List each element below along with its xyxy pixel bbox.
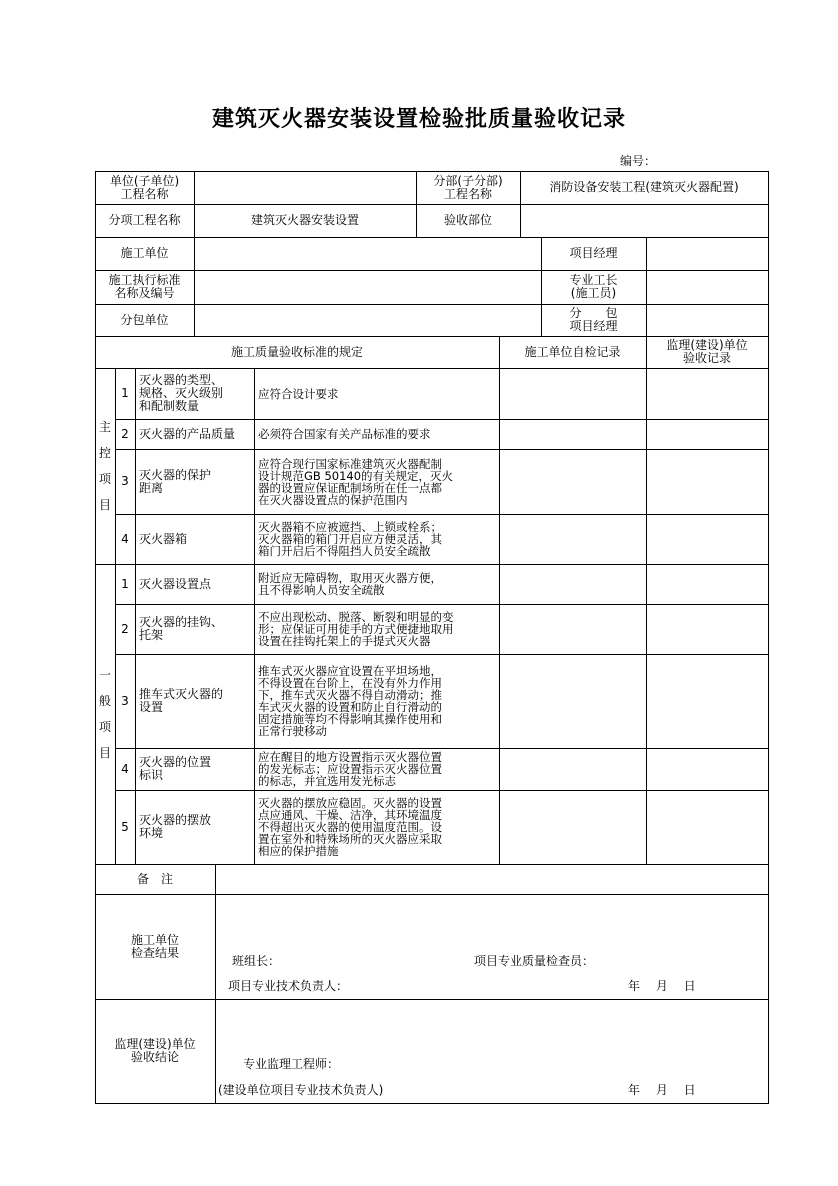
general-item-supervision[interactable] xyxy=(646,564,768,604)
accept-part-label: 验收部位 xyxy=(443,213,492,227)
unit-name-field[interactable] xyxy=(194,171,416,204)
general-item-requirement: 应在醒目的地方设置指示灭火器位置 的发光标志；应设置指示灭火器位置 的标志，并宜选用发光标志 xyxy=(258,750,442,788)
general-item-name: 灭火器的挂钩、 托架 xyxy=(139,615,224,642)
main-control-group-label: 主 控 项 目 xyxy=(98,420,111,512)
supervision-engineer-label: 专业监理工程师： xyxy=(243,1056,340,1071)
remarks-label: 备 注 xyxy=(136,871,173,886)
standard-column-header: 施工质量验收标准的规定 xyxy=(230,344,363,359)
document-title: 建筑灭火器安装设置检验批质量验收记录 xyxy=(211,107,626,132)
main-item-name: 灭火器的产品质量 xyxy=(139,426,236,441)
general-item-requirement: 不应出现松动、脱落、断裂和明显的变 形；应保证可用徒手的方式便捷地取用 设置在挂钩托架上的手提式灭火器 xyxy=(258,610,454,648)
construction-result-label: 施工单位 检查结果 xyxy=(130,932,179,960)
unit-name-label: 单位(子单位) 工程名称 xyxy=(109,173,180,201)
main-item-requirement: 应符合设计要求 xyxy=(258,386,339,401)
pm-field[interactable] xyxy=(646,237,768,270)
sub-pm-field[interactable] xyxy=(646,304,768,336)
quality-inspector-label: 项目专业质量检查员： xyxy=(474,953,595,968)
general-item-requirement: 附近应无障碍物，取用灭火器方便， 且不得影响人员安全疏散 xyxy=(258,571,442,597)
sub-pm-label: 分 包 项目经理 xyxy=(569,306,618,333)
general-item-requirement: 灭火器的摆放应稳固。灭火器的设置 点应通风、干燥、洁净，其环境温度 不得超出灭火器的使用温度范围。设 置在室外和特殊场所的灭火器应采取 相应的保护措施 xyxy=(258,796,442,858)
general-item-self-check[interactable] xyxy=(499,564,646,604)
subcontractor-label: 分包单位 xyxy=(120,312,169,327)
general-item-supervision[interactable] xyxy=(646,790,768,864)
general-item-name: 推车式灭火器的 设置 xyxy=(139,687,224,714)
supervision-date: 年 月 日 xyxy=(628,1082,696,1097)
main-item-supervision[interactable] xyxy=(646,368,768,419)
general-item-name: 灭火器设置点 xyxy=(139,576,212,591)
main-item-supervision[interactable] xyxy=(646,449,768,514)
code-label: 编号： xyxy=(620,154,657,168)
general-item-self-check[interactable] xyxy=(499,604,646,654)
accept-part-field[interactable] xyxy=(520,204,768,237)
general-item-number: 5 xyxy=(121,819,129,834)
team-leader-label: 班组长： xyxy=(232,953,281,968)
main-item-name: 灭火器的类型、 规格、灭火级别 和配制数量 xyxy=(139,373,224,413)
foreman-label: 专业工长 (施工员) xyxy=(569,273,618,300)
general-item-self-check[interactable] xyxy=(499,790,646,864)
tech-lead-label: 项目专业技术负责人： xyxy=(228,978,349,993)
general-item-number: 1 xyxy=(121,576,129,591)
constructor-label: 施工单位 xyxy=(120,246,169,260)
item-name-value: 建筑灭火器安装设置 xyxy=(250,213,359,227)
general-item-number: 2 xyxy=(121,621,129,636)
main-item-self-check[interactable] xyxy=(499,368,646,419)
item-name-label: 分项工程名称 xyxy=(108,213,181,227)
general-item-supervision[interactable] xyxy=(646,604,768,654)
foreman-field[interactable] xyxy=(646,270,768,304)
general-item-self-check[interactable] xyxy=(499,654,646,748)
remarks-field[interactable] xyxy=(215,864,768,894)
sub-name-label: 分部(子分部) 工程名称 xyxy=(433,173,503,201)
main-item-supervision[interactable] xyxy=(646,514,768,564)
main-item-requirement: 应符合现行国家标准建筑灭火器配制 设计规范GB 50140的有关规定，灭火 器的设置应保证配制场所在任一点都 在灭火器设置点的保护范围内 xyxy=(258,456,454,507)
general-item-number: 3 xyxy=(121,693,129,708)
standard-field[interactable] xyxy=(194,270,541,304)
pm-label: 项目经理 xyxy=(569,246,618,260)
construction-date: 年 月 日 xyxy=(628,978,696,993)
general-item-number: 4 xyxy=(121,761,129,776)
supervision-column-header: 监理(建设)单位 验收记录 xyxy=(666,338,748,365)
main-item-requirement: 灭火器箱不应被遮挡、上锁或栓系； 灭火器箱的箱门开启应方便灵活，其 箱门开启后不得阻挡人员安全疏散 xyxy=(258,520,442,558)
general-item-name: 灭火器的摆放 环境 xyxy=(139,813,212,840)
main-item-self-check[interactable] xyxy=(499,419,646,449)
main-item-number: 2 xyxy=(121,426,129,441)
supervision-result-label: 监理(建设)单位 验收结论 xyxy=(114,1037,196,1064)
general-item-supervision[interactable] xyxy=(646,654,768,748)
owner-lead-label: (建设单位项目专业技术负责人) xyxy=(218,1082,384,1097)
main-item-name: 灭火器箱 xyxy=(139,531,188,546)
general-item-self-check[interactable] xyxy=(499,748,646,790)
main-item-self-check[interactable] xyxy=(499,514,646,564)
main-item-number: 1 xyxy=(121,386,129,400)
main-item-number: 3 xyxy=(121,474,129,488)
main-item-name: 灭火器的保护 距离 xyxy=(139,467,212,495)
subcontractor-field[interactable] xyxy=(194,304,541,336)
main-item-self-check[interactable] xyxy=(499,449,646,514)
self-check-column-header: 施工单位自检记录 xyxy=(524,344,621,359)
standard-label: 施工执行标准 名称及编号 xyxy=(108,273,181,300)
general-group-label: 一 般 项 目 xyxy=(98,668,111,760)
main-item-requirement: 必须符合国家有关产品标准的要求 xyxy=(258,427,431,441)
main-item-supervision[interactable] xyxy=(646,419,768,449)
general-item-requirement: 推车式灭火器应宜设置在平坦场地， 不得设置在台阶上，在没有外力作用 下，推车式灭火器不得自动滑动；推 车式灭火器的设置和防止自行滑动的 固定措施等均不得影响其操作使用和 正常行驶移动 xyxy=(258,664,442,738)
general-item-name: 灭火器的位置 标识 xyxy=(139,755,212,782)
constructor-field[interactable] xyxy=(194,237,541,270)
main-item-number: 4 xyxy=(121,531,129,546)
sub-name-value: 消防设备安装工程(建筑灭火器配置) xyxy=(549,180,739,194)
general-item-supervision[interactable] xyxy=(646,748,768,790)
